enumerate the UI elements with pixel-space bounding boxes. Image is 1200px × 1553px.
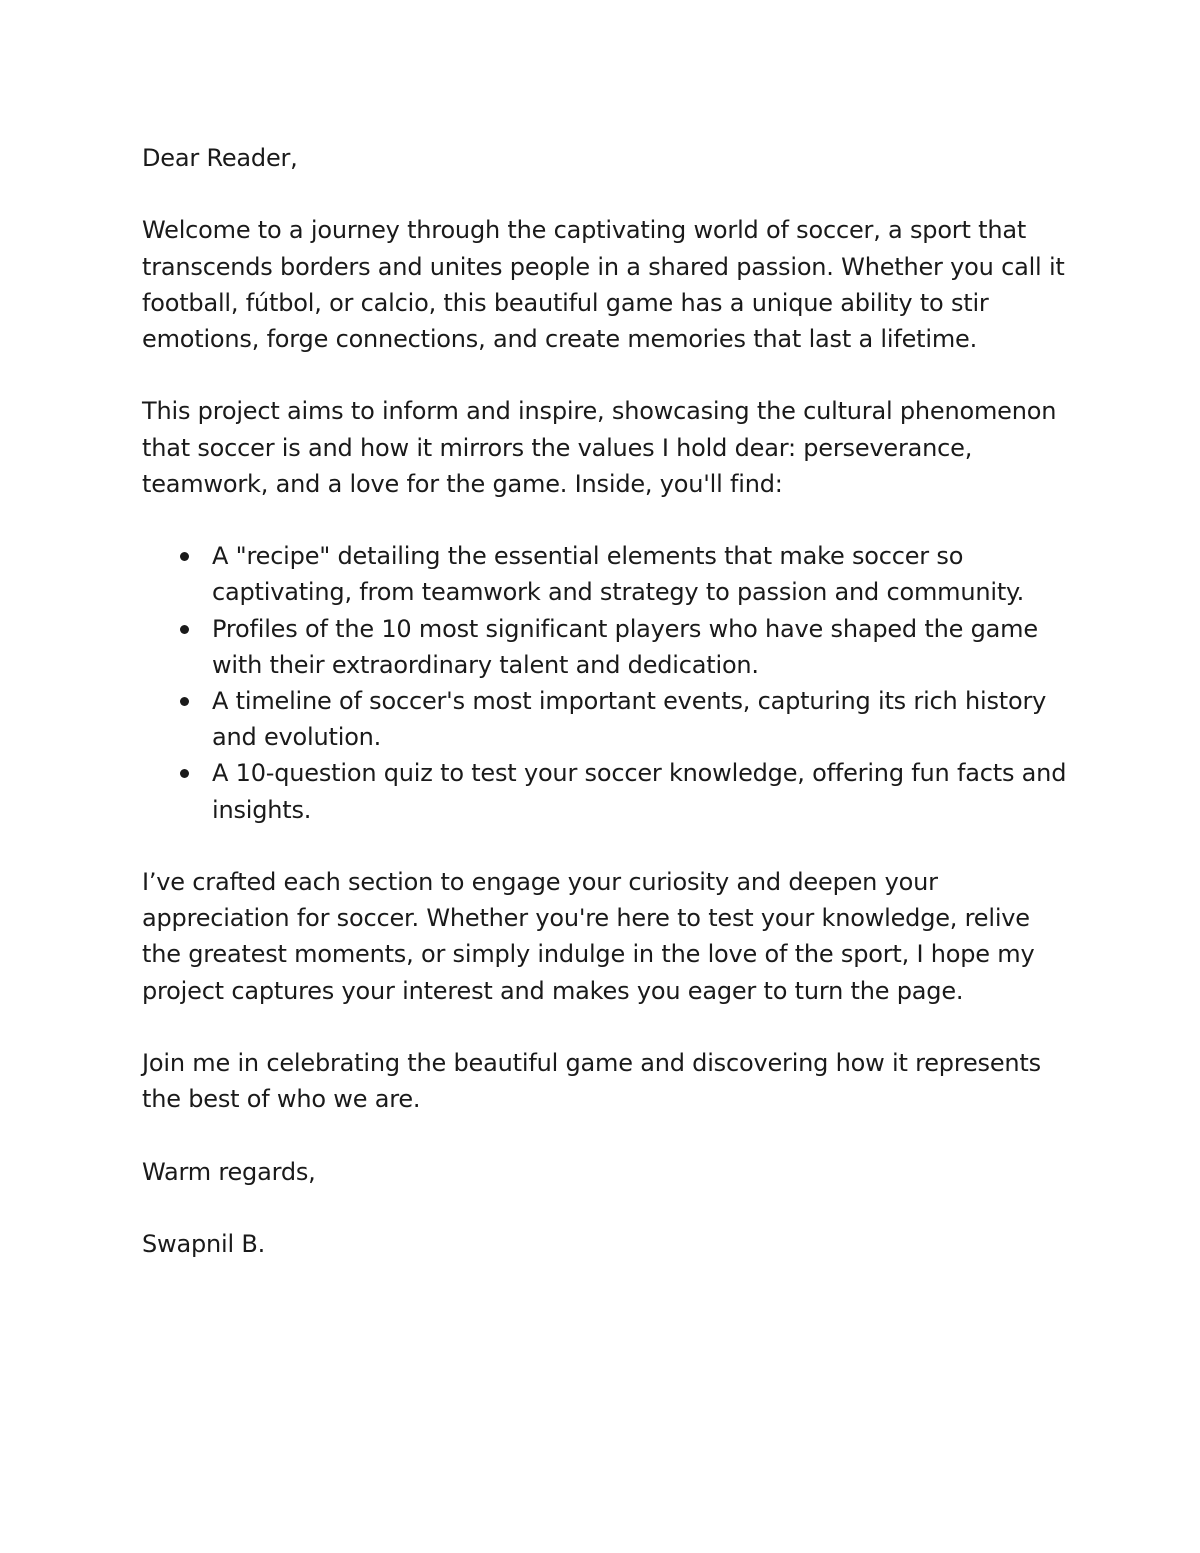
crafted-paragraph: I’ve crafted each section to engage your curiosity and deepen your appreciation for soccer. Whether you're here to test your knowledge, relive the greatest moments, or simply indulge in the love of the sport, I hope my project captures your interest and makes you eager to turn the page.	[142, 868, 1035, 1005]
intro-paragraph: Welcome to a journey through the captivating world of soccer, a sport that transcends borders and unites people in a shared passion. Whether you call it football, fútbol, or calcio, this beautiful game has a unique ability to stir emotions, forge connections, and create memories that last a lifetime.	[142, 216, 1065, 353]
signature: Swapnil B.	[142, 1229, 266, 1258]
list-item-text: A 10-question quiz to test your soccer knowledge, offering fun facts and insights.	[212, 759, 1067, 824]
bullet-icon	[180, 697, 189, 706]
list-item	[142, 538, 1072, 610]
spacer	[142, 1190, 1072, 1226]
list-item-text: A timeline of soccer's most important events, capturing its rich history and evolution.	[212, 687, 1047, 752]
list-item	[142, 755, 1072, 827]
spacer	[142, 176, 1072, 212]
spacer	[142, 1117, 1072, 1153]
salutation: Dear Reader,	[142, 144, 298, 172]
spacer	[142, 357, 1072, 393]
spacer	[142, 502, 1072, 538]
bullet-icon	[180, 552, 189, 561]
signoff: Warm regards,	[142, 1157, 316, 1186]
list-item-text: Profiles of the 10 most significant players who have shaped the game with their extraordinary talent and dedication.	[212, 614, 1038, 679]
spacer	[142, 828, 1072, 864]
spacer	[142, 1009, 1072, 1045]
list-item-text: A "recipe" detailing the essential elements that make soccer so captivating, from teamwork and strategy to passion and community.	[212, 542, 1025, 607]
bullet-icon	[180, 625, 189, 634]
list-item	[142, 683, 1072, 755]
bullet-icon	[180, 769, 189, 778]
list-item	[142, 611, 1072, 683]
join-paragraph: Join me in celebrating the beautiful game and discovering how it represents the best of who we are.	[142, 1049, 1041, 1114]
contents-list	[142, 538, 1072, 828]
project-paragraph: This project aims to inform and inspire, showcasing the cultural phenomenon that soccer is and how it mirrors the values I hold dear: perseverance, teamwork, and a love for the game. Inside, you'll find:	[142, 397, 1057, 498]
letter-body	[142, 140, 1072, 1262]
